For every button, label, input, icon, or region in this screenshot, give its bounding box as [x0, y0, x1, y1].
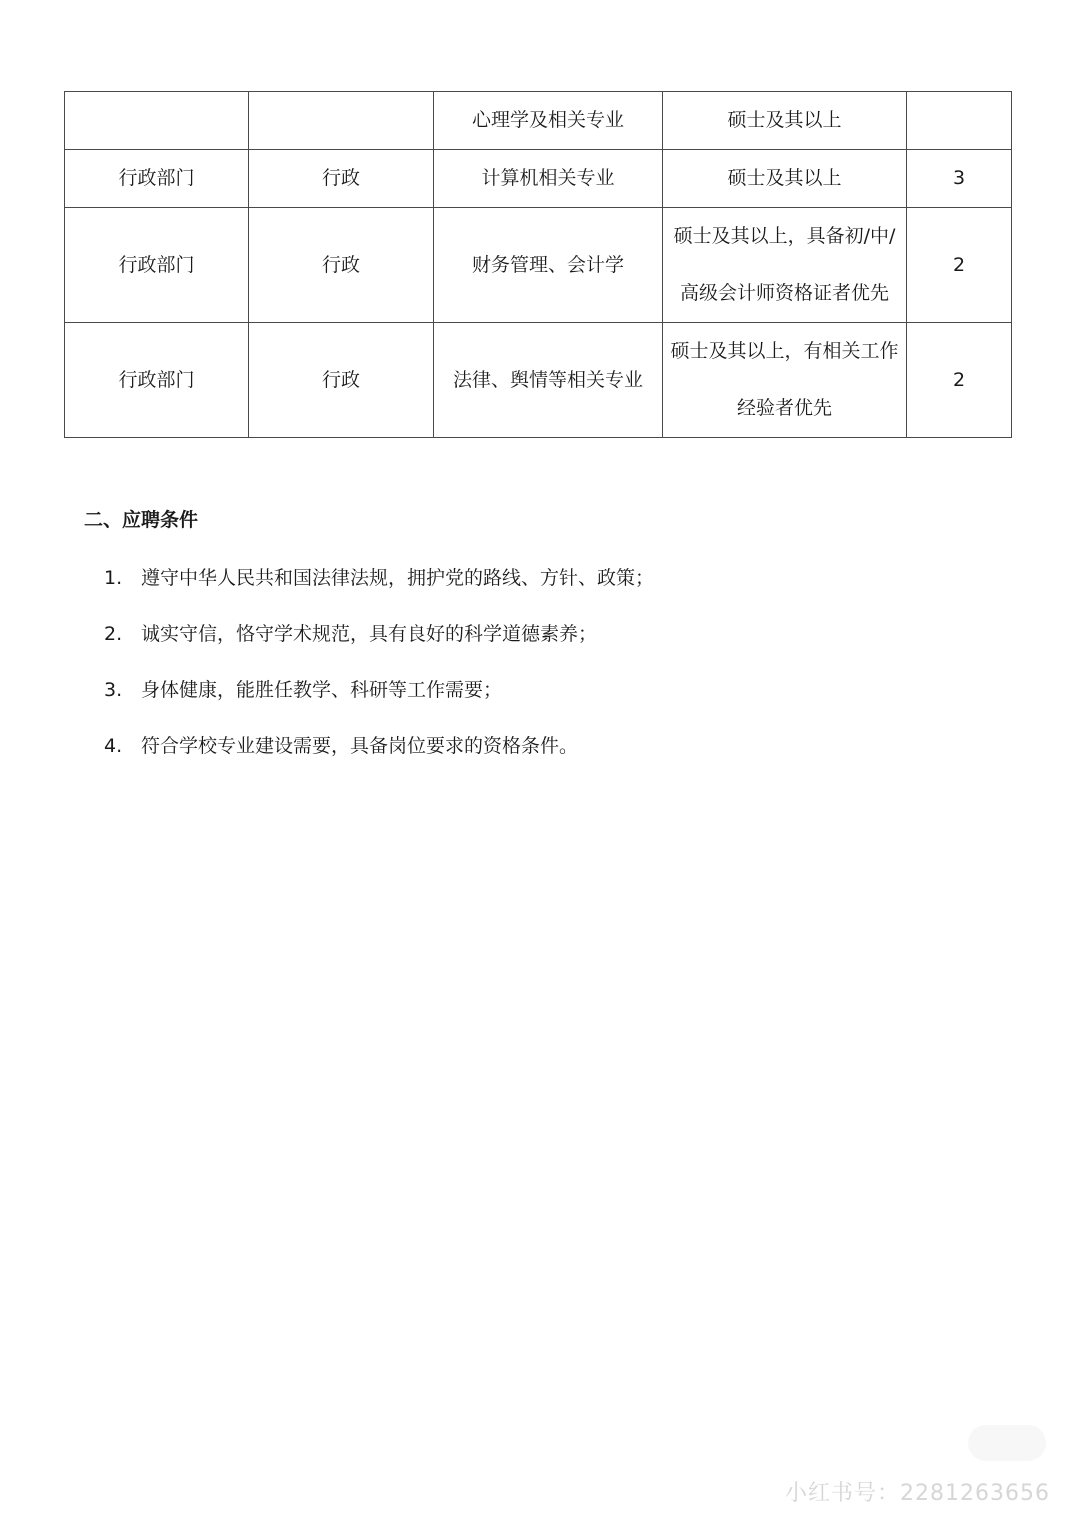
item-text: 遵守中华人民共和国法律法规，拥护党的路线、方针、政策； — [141, 567, 655, 589]
requirement-line: 硕士及其以上，具备初/中/ — [673, 225, 896, 247]
table-row — [65, 92, 1012, 150]
requirement-cell — [663, 92, 907, 150]
requirement-cell — [663, 208, 907, 323]
requirement-line: 高级会计师资格证者优先 — [679, 282, 889, 304]
table-row — [65, 208, 1012, 323]
requirement-cell — [663, 323, 907, 438]
table-row — [65, 150, 1012, 208]
item-number: 4. — [104, 735, 123, 757]
positions-table — [64, 91, 1012, 438]
item-number: 2. — [104, 623, 123, 645]
requirement-cell — [663, 150, 907, 208]
dept-cell: 行政部门 — [65, 150, 249, 208]
item-text: 诚实守信，恪守学术规范，具有良好的科学道德素养； — [141, 623, 598, 645]
list-item — [0, 562, 1080, 618]
list-item — [0, 730, 1080, 786]
list-item — [0, 618, 1080, 674]
major-cell: 心理学及相关专业 — [434, 92, 663, 150]
major-cell: 财务管理、会计学 — [434, 208, 663, 323]
table-row — [65, 323, 1012, 438]
requirements-list — [0, 562, 1080, 786]
count-cell: 2 — [907, 208, 1012, 323]
item-text: 身体健康，能胜任教学、科研等工作需要； — [141, 679, 503, 701]
post-cell — [249, 92, 434, 150]
major-cell: 计算机相关专业 — [434, 150, 663, 208]
count-cell: 3 — [907, 150, 1012, 208]
dept-cell — [65, 92, 249, 150]
dept-cell: 行政部门 — [65, 323, 249, 438]
section-title: 二、应聘条件 — [84, 509, 199, 531]
requirement-line: 经验者优先 — [736, 397, 832, 419]
watermark-logo — [968, 1425, 1046, 1461]
item-text: 符合学校专业建设需要，具备岗位要求的资格条件。 — [141, 735, 579, 757]
dept-cell: 行政部门 — [65, 208, 249, 323]
requirement-line: 硕士及其以上 — [727, 109, 842, 131]
major-cell: 法律、舆情等相关专业 — [434, 323, 663, 438]
watermark-text: 小红书号：2281263656 — [785, 1481, 1050, 1506]
post-cell: 行政 — [249, 323, 434, 438]
post-cell: 行政 — [249, 150, 434, 208]
item-number: 1. — [104, 567, 123, 589]
item-number: 3. — [104, 679, 123, 701]
count-cell: 2 — [907, 323, 1012, 438]
post-cell: 行政 — [249, 208, 434, 323]
requirement-line: 硕士及其以上 — [727, 167, 842, 189]
list-item — [0, 674, 1080, 730]
count-cell — [907, 92, 1012, 150]
requirement-line: 硕士及其以上，有相关工作 — [670, 340, 899, 362]
